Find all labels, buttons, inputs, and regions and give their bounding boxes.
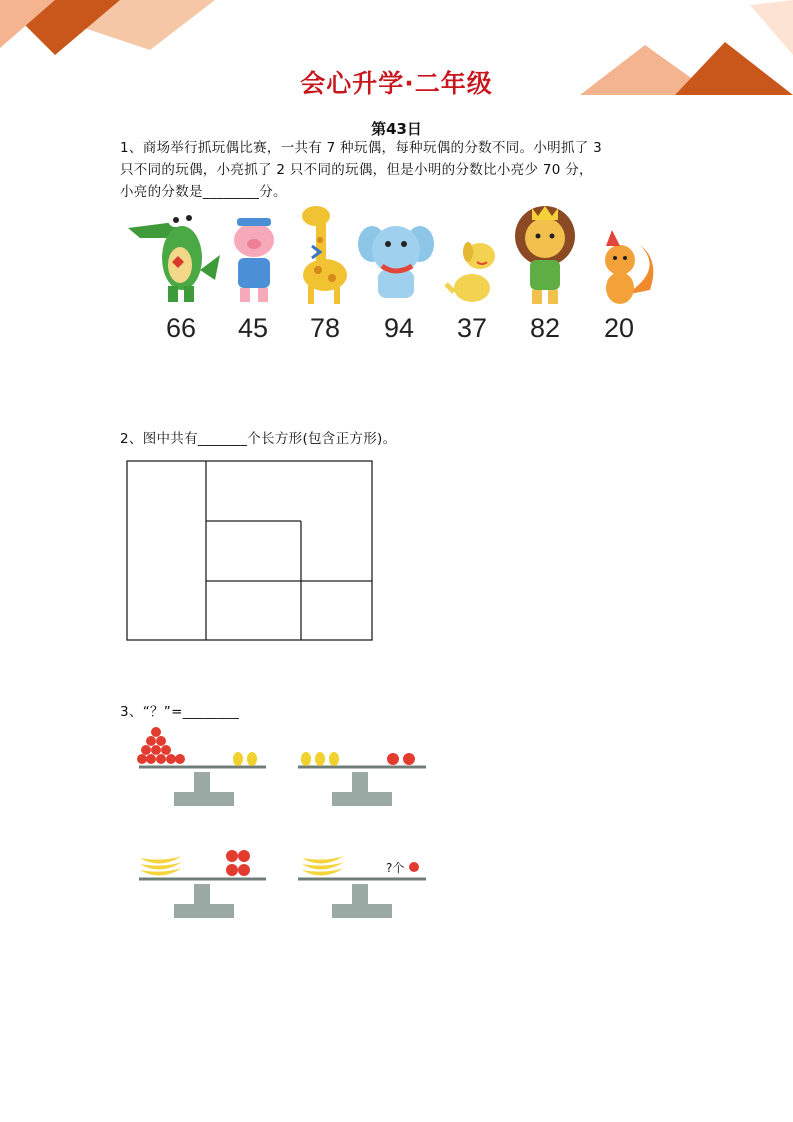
bananas-icon [302,856,344,876]
q2-text: 2、图中共有_______个长方形(包含正方形)。 [120,431,397,447]
apples-icon [387,753,415,765]
score-elephant: 94 [383,313,415,343]
score-lion: 82 [529,313,561,343]
squirrel-icon [605,230,653,304]
q3-text: 3、“？”=________ [120,704,240,720]
crocodile-icon [128,211,220,302]
scale-2 [298,752,426,806]
pears-icon [233,752,257,766]
scale-1 [137,727,266,806]
q1-line-3: 小亮的分数是________分。 [120,184,287,200]
apples-icon [226,850,250,876]
page-title: 会心升学·二年级 [300,69,493,98]
unknown-label: ?个 [386,861,405,875]
scale-4 [298,856,426,918]
pig-icon [234,218,274,302]
pears-icon [301,752,339,766]
score-squirrel: 20 [603,313,635,343]
q1-line-1: 1、商场举行抓玩偶比赛，一共有 7 种玩偶，每种玩偶的分数不同。小明抓了 3 [120,140,603,156]
toys-illustration [120,200,665,310]
elephant-icon [358,226,434,298]
dog-icon [446,242,495,302]
rectangle-figure [126,460,376,642]
q1-line-2: 只不同的玩偶，小亮抓了 2 只不同的玩偶，但是小明的分数比小亮少 70 分， [120,162,593,178]
lion-icon [515,206,575,304]
score-pig: 45 [237,313,269,343]
apples-icon [137,727,185,764]
balance-scales-figure [134,722,434,922]
bananas-icon [140,856,182,876]
apple-icon [409,862,419,872]
score-giraffe: 78 [309,313,341,343]
score-crocodile: 66 [165,313,197,343]
score-dog: 37 [456,313,488,343]
day-label: 第43日 [371,120,422,138]
giraffe-icon [302,206,347,304]
scale-3 [139,850,266,918]
